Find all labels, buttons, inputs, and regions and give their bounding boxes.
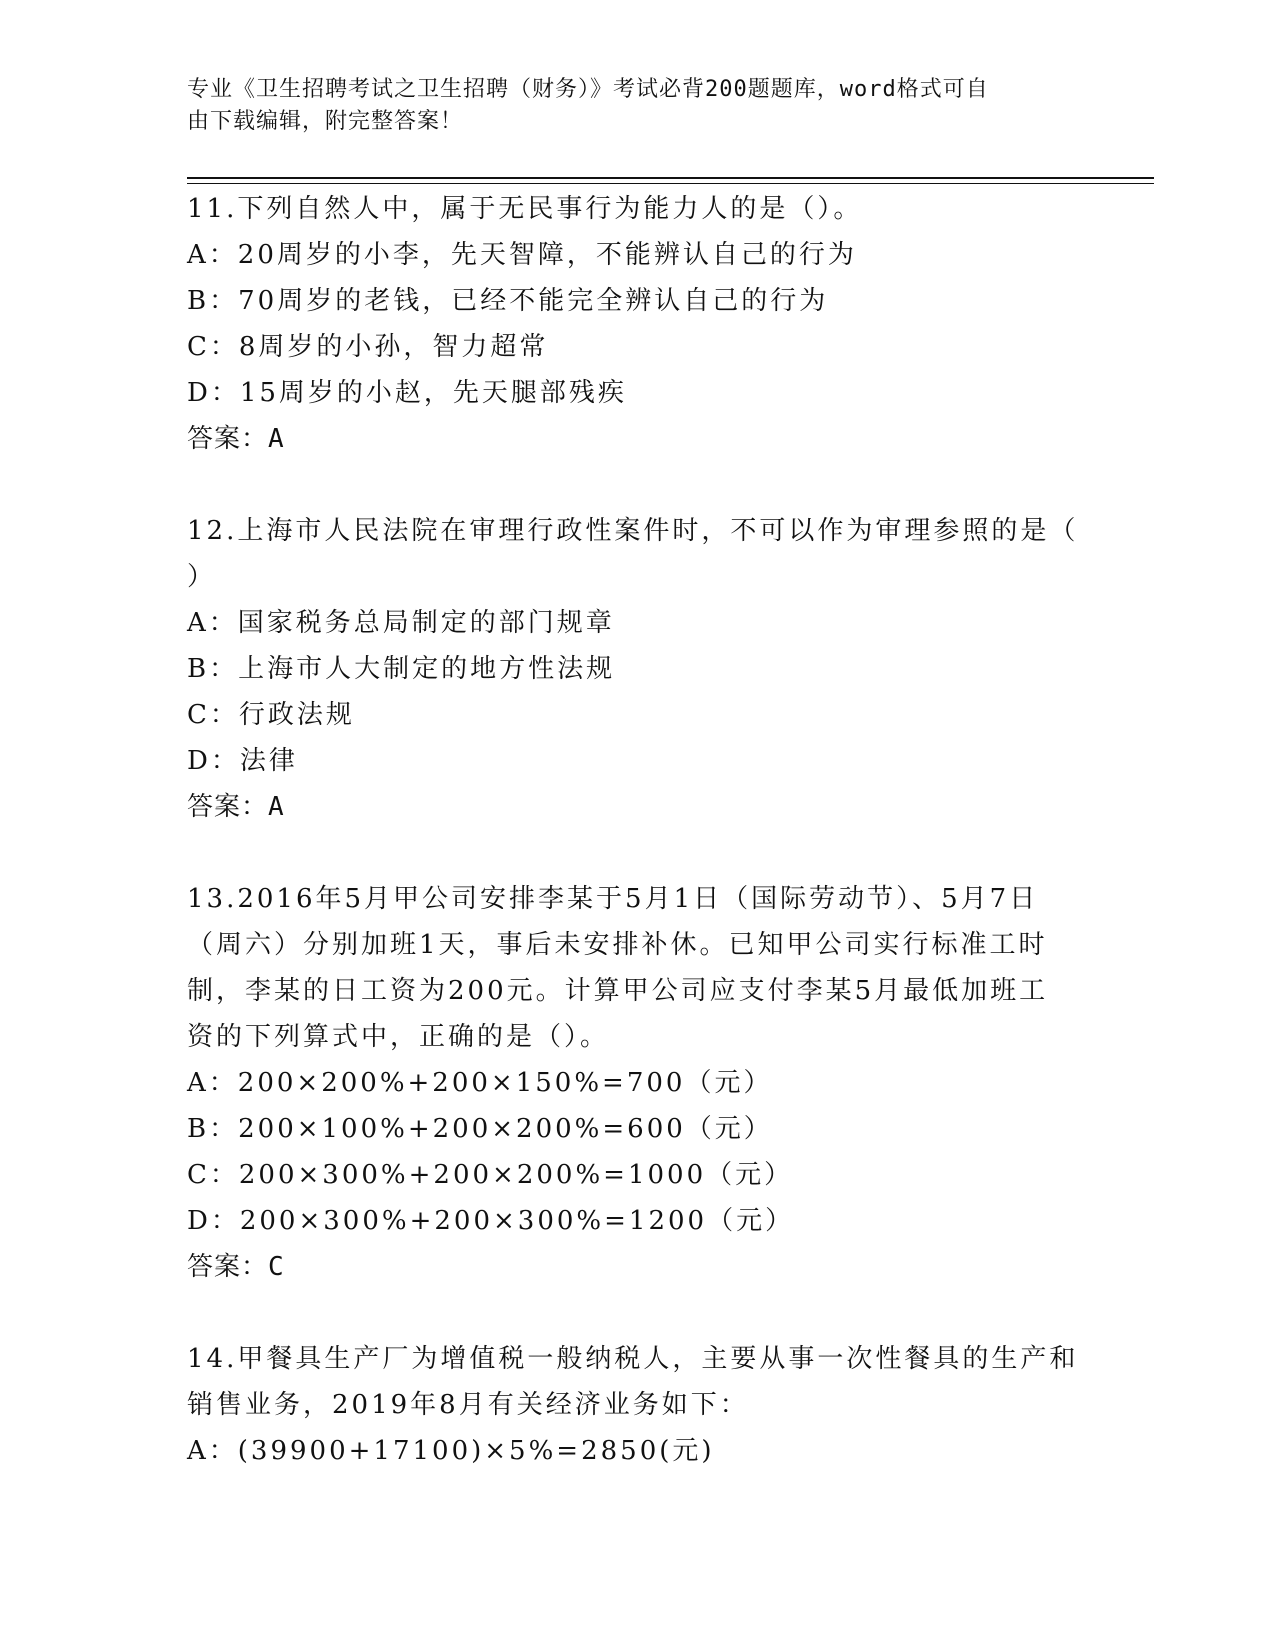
header-divider-thin (187, 183, 1154, 184)
answer: 答案：A (187, 424, 285, 454)
option-b: B：200×100%+200×200%=600（元） (187, 1114, 773, 1144)
question-list (187, 186, 1087, 1520)
option-c: C：200×300%+200×200%=1000（元） (187, 1160, 794, 1190)
question-stem-line-3: 制，李某的日工资为200元。计算甲公司应支付李某5月最低加班工 (187, 976, 1049, 1006)
option-a: A：国家税务总局制定的部门规章 (187, 608, 615, 638)
header-line-1: 专业《卫生招聘考试之卫生招聘（财务）》考试必背200题题库，word格式可自 (187, 77, 989, 102)
question-stem-line-4: 资的下列算式中，正确的是（）。 (187, 1022, 610, 1052)
question-stem: 11.下列自然人中，属于无民事行为能力人的是（）。 (187, 194, 863, 224)
header-divider-thick (187, 177, 1154, 179)
document-header (187, 74, 1067, 138)
answer: 答案：C (187, 1252, 285, 1282)
question-11 (187, 186, 1087, 462)
answer: 答案：A (187, 792, 285, 822)
question-14 (187, 1336, 1087, 1474)
option-a: A：200×200%+200×150%=700（元） (187, 1068, 773, 1098)
option-d: D：15周岁的小赵，先天腿部残疾 (187, 378, 627, 408)
option-b: B：上海市人大制定的地方性法规 (187, 654, 616, 684)
question-stem-line-2: （周六）分别加班1天，事后未安排补休。已知甲公司实行标准工时 (187, 930, 1048, 960)
option-d: D：200×300%+200×300%=1200（元） (187, 1206, 795, 1236)
option-a: A：20周岁的小李，先天智障，不能辨认自己的行为 (187, 240, 857, 270)
option-d: D：法律 (187, 746, 298, 776)
question-stem-line-2: 销售业务，2019年8月有关经济业务如下： (187, 1390, 749, 1420)
question-stem-line-1: 12.上海市人民法院在审理行政性案件时，不可以作为审理参照的是（ (187, 516, 1079, 546)
question-stem-line-1: 14.甲餐具生产厂为增值税一般纳税人，主要从事一次性餐具的生产和 (187, 1344, 1079, 1374)
option-c: C：行政法规 (187, 700, 355, 730)
option-c: C：8周岁的小孙，智力超常 (187, 332, 549, 362)
question-12 (187, 508, 1087, 830)
question-stem-line-1: 13.2016年5月甲公司安排李某于5月1日（国际劳动节）、5月7日 (187, 884, 1039, 914)
option-a: A：(39900+17100)×5%=2850(元) (187, 1436, 715, 1466)
option-b: B：70周岁的老钱，已经不能完全辨认自己的行为 (187, 286, 829, 316)
question-stem-line-2: ） (187, 562, 217, 592)
question-13 (187, 876, 1087, 1290)
header-line-2: 由下载编辑，附完整答案！ (187, 109, 464, 134)
